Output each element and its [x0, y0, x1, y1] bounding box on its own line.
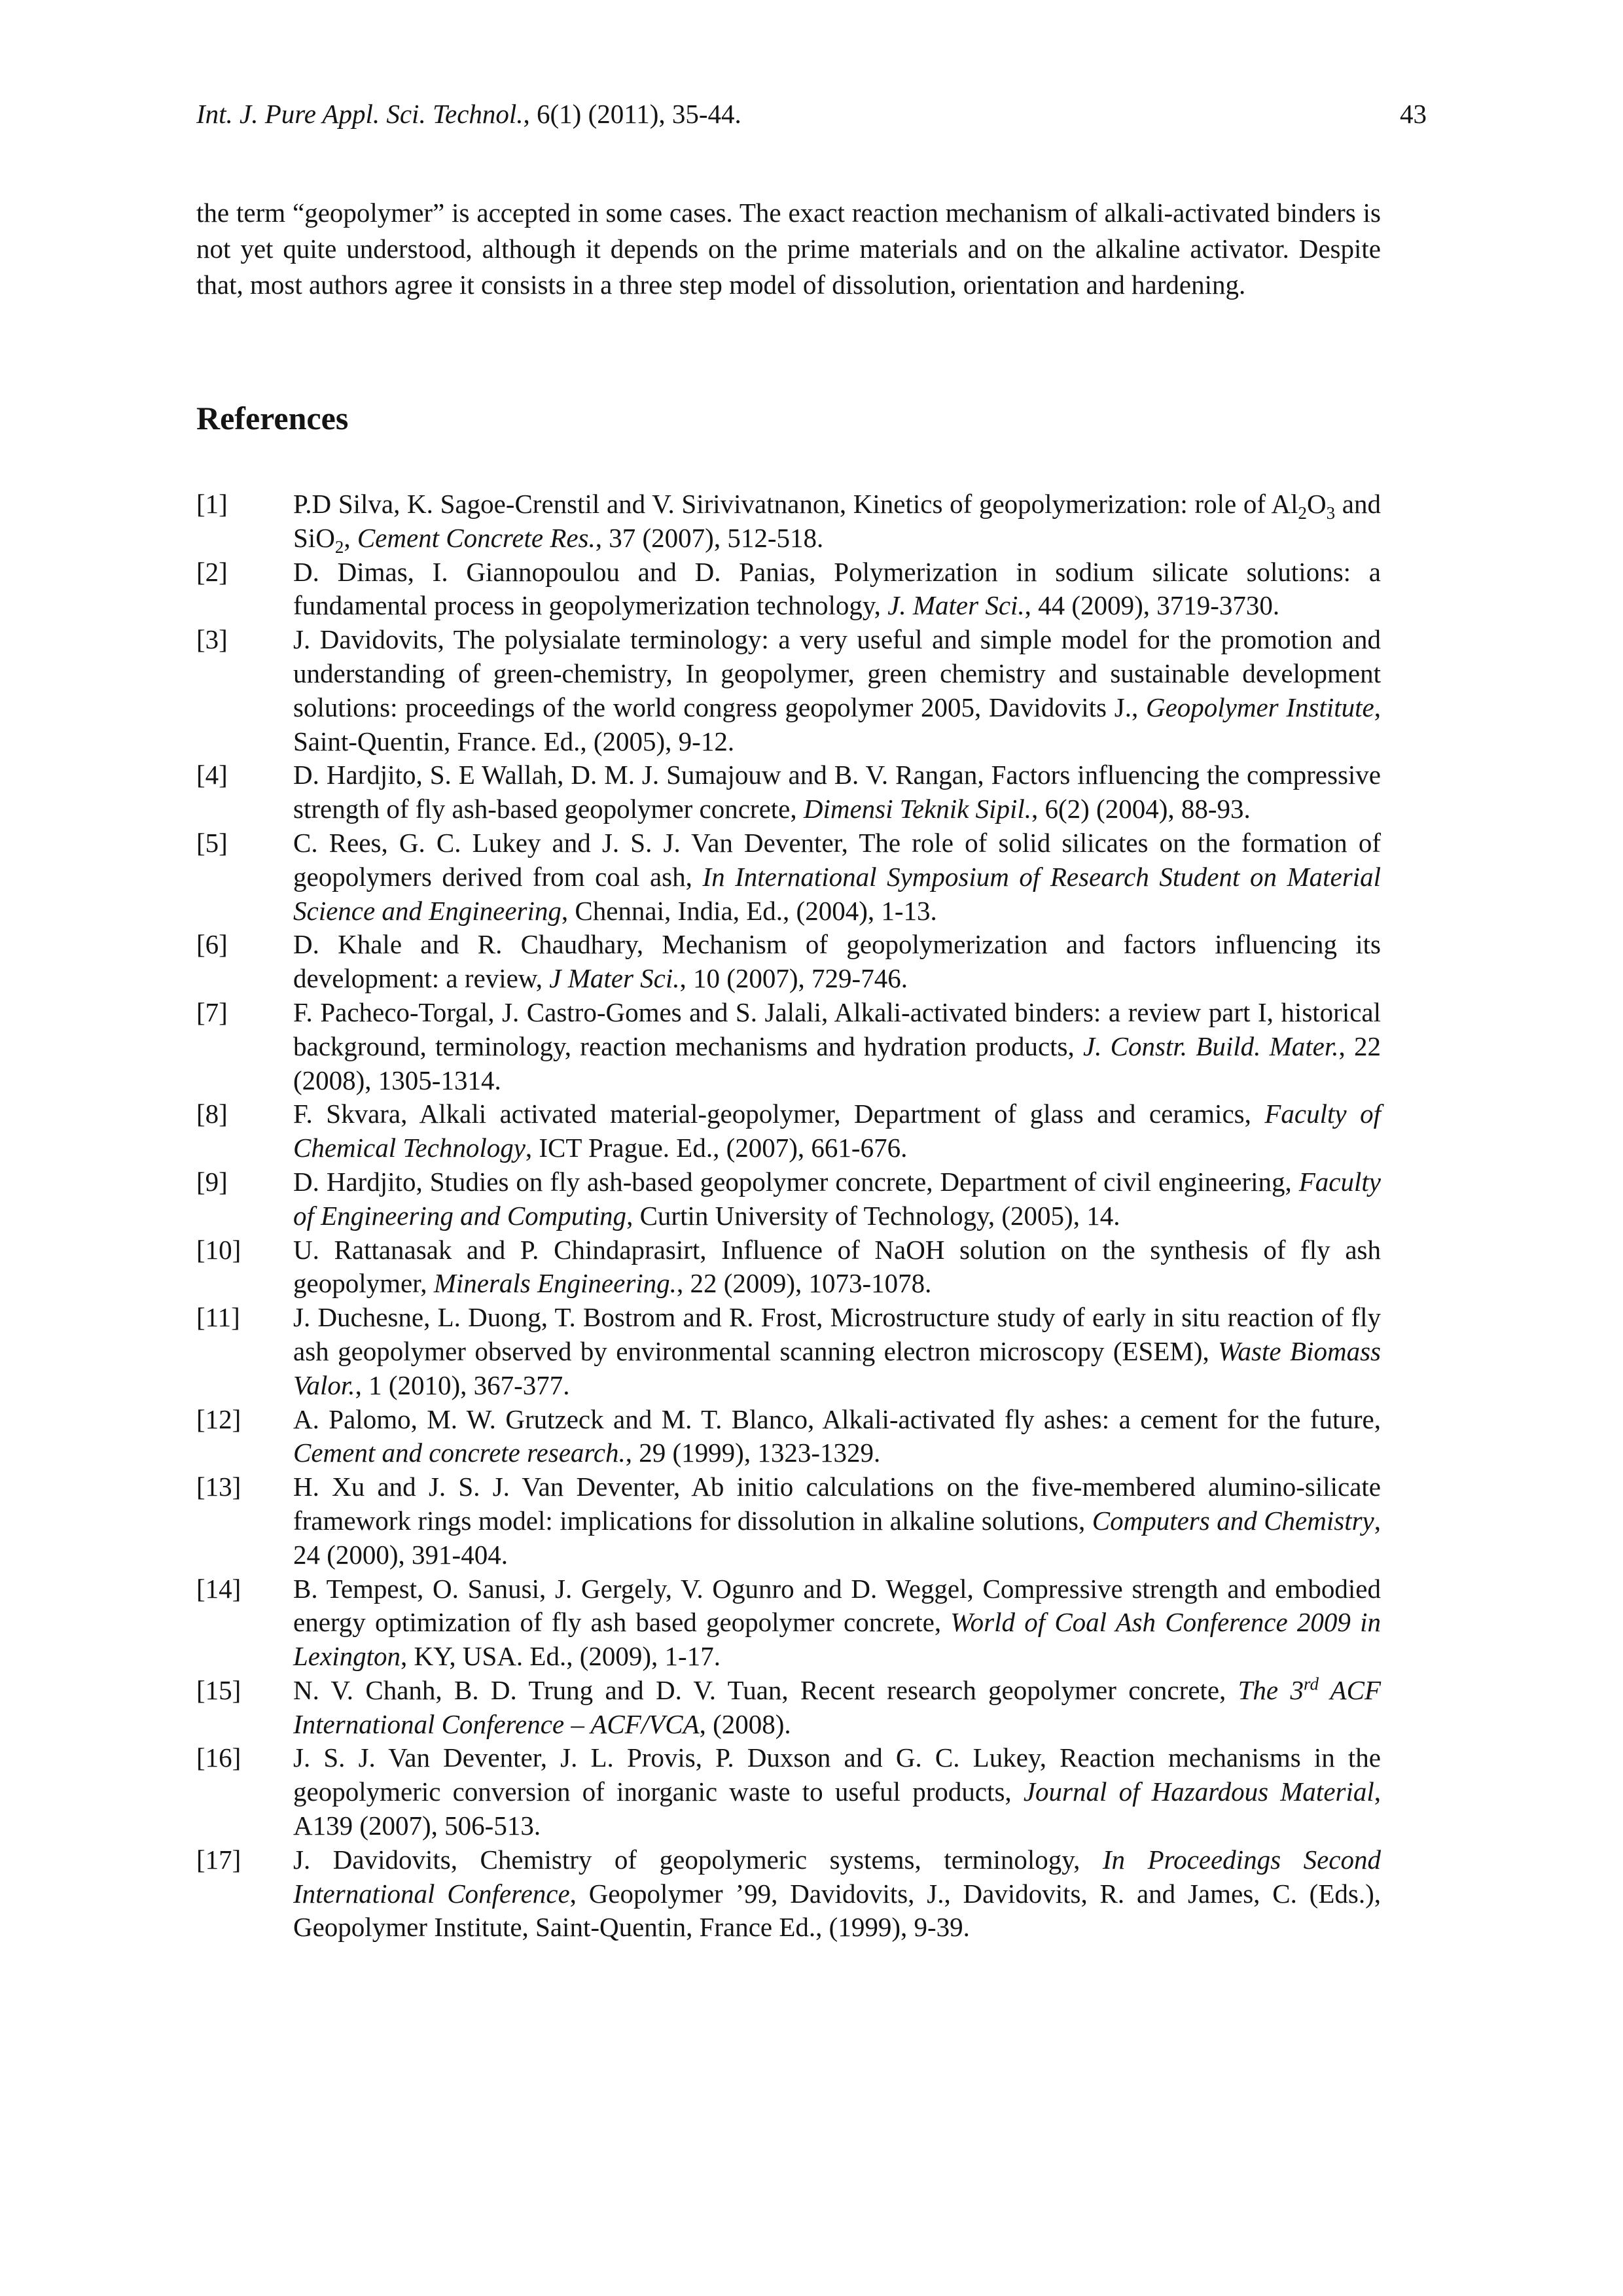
reference-item — [196, 487, 1381, 556]
reference-text: A. Palomo, M. W. Grutzeck and M. T. Blanco, Alkali-activated fly ashes: a cement for the future, Cement and concrete research., 29 (1999), 1323-1329. — [293, 1404, 1381, 1468]
references-heading: References — [196, 400, 349, 436]
reference-text: H. Xu and J. S. J. Van Deventer, Ab initio calculations on the five-membered alumino-silicate framework rings model: implications for dissolution in alkaline solutions, Computers and Chemistry, 24 (2000), 391-404. — [293, 1472, 1382, 1570]
reference-journal: Cement Concrete Res. — [357, 522, 596, 553]
reference-item — [196, 1741, 1381, 1843]
reference-item — [196, 1233, 1381, 1301]
reference-text: J. Davidovits, The polysialate terminology: a very useful and simple model for the promotion and understanding of green-chemistry, In geopolymer, green chemistry and sustainable development solutions: proceedings of the world congress geopolymer 2005, Davidovits J., Geopolymer Institute, Saint-Quentin, France. Ed., (2005), 9-12. — [293, 624, 1382, 756]
reference-number: [4] — [196, 760, 228, 790]
reference-text: J. Duchesne, L. Duong, T. Bostrom and R. Frost, Microstructure study of early in situ reaction of fly ash geopolymer observed by environmental scanning electron microscopy (ESEM), Waste Biomass Valor., 1 (2010), 367-377. — [293, 1302, 1381, 1400]
reference-item — [196, 996, 1381, 1097]
reference-number: [17] — [196, 1844, 241, 1875]
reference-number: [11] — [196, 1302, 240, 1333]
reference-text: N. V. Chanh, B. D. Trung and D. V. Tuan, Recent research geopolymer concrete, The 3rd ACF International Conference – ACF/VCA, (2008). — [293, 1674, 1381, 1739]
reference-journal: Journal of Hazardous Material — [1023, 1776, 1374, 1807]
reference-item — [196, 1470, 1381, 1572]
reference-journal: J. Mater Sci. — [887, 590, 1025, 621]
reference-item — [196, 1097, 1381, 1165]
reference-list — [196, 487, 1381, 1945]
reference-journal: In Proceedings Second International Conference — [293, 1844, 1382, 1909]
reference-item — [196, 1572, 1381, 1674]
reference-item — [196, 1674, 1381, 1742]
reference-journal: World of Coal Ash Conference 2009 in Lexington — [293, 1607, 1381, 1672]
reference-text: U. Rattanasak and P. Chindaprasirt, Influence of NaOH solution on the synthesis of fly ash geopolymer, Minerals Engineering., 22 (2009), 1073-1078. — [293, 1234, 1381, 1299]
reference-text: D. Dimas, I. Giannopoulou and D. Panias, Polymerization in sodium silicate solutions: a fundamental process in geopolymerization technology, J. Mater Sci., 44 (2009), 3719-3730. — [293, 556, 1381, 621]
reference-number: [16] — [196, 1742, 241, 1773]
reference-item — [196, 556, 1381, 624]
reference-item — [196, 826, 1381, 928]
reference-text: C. Rees, G. C. Lukey and J. S. J. Van Deventer, The role of solid silicates on the formation of geopolymers derived from coal ash, In International Symposium of Research Student on Material Science and Engineering, Chennai, India, Ed., (2004), 1-13. — [293, 827, 1381, 926]
reference-text: D. Hardjito, S. E Wallah, D. M. J. Sumajouw and B. V. Rangan, Factors influencing the compressive strength of fly ash-based geopolymer concrete, Dimensi Teknik Sipil., 6(2) (2004), 88-93. — [293, 760, 1381, 824]
reference-number: [1] — [196, 489, 228, 519]
body-paragraph: the term “geopolymer” is accepted in some cases. The exact reaction mechanism of alkali-activated binders is not yet quite understood, although it depends on the prime materials and on the alkaline activator. Despite that, most authors agree it consists in a three step model of dissolution, orientation and hardening. — [196, 198, 1381, 300]
reference-number: [3] — [196, 624, 228, 655]
reference-item — [196, 928, 1381, 996]
reference-journal: J. Constr. Build. Mater. — [1082, 1031, 1339, 1061]
reference-number: [12] — [196, 1404, 241, 1434]
reference-number: [13] — [196, 1472, 241, 1502]
reference-item — [196, 1165, 1381, 1233]
reference-text: F. Skvara, Alkali activated material-geopolymer, Department of glass and ceramics, Faculty of Chemical Technology, ICT Prague. Ed., (2007), 661-676. — [293, 1099, 1381, 1163]
running-header — [196, 97, 741, 131]
reference-number: [9] — [196, 1166, 228, 1197]
reference-journal: Faculty of Engineering and Computing — [293, 1166, 1381, 1231]
reference-number: [10] — [196, 1234, 241, 1265]
reference-journal: Geopolymer Institute — [1145, 692, 1374, 722]
page-number: 43 — [1400, 99, 1427, 129]
reference-journal: Minerals Engineering. — [433, 1268, 677, 1299]
reference-text: B. Tempest, O. Sanusi, J. Gergely, V. Ogunro and D. Weggel, Compressive strength and embodied energy optimization of fly ash based geopolymer concrete, World of Coal Ash Conference 2009 in Lexington, KY, USA. Ed., (2009), 1-17. — [293, 1573, 1381, 1672]
reference-journal: Faculty of Chemical Technology — [293, 1099, 1381, 1163]
reference-item — [196, 1843, 1381, 1945]
reference-number: [6] — [196, 929, 228, 960]
reference-number: [2] — [196, 556, 228, 587]
reference-number: [15] — [196, 1674, 241, 1705]
reference-text: J. Davidovits, Chemistry of geopolymeric systems, terminology, In Proceedings Second International Conference, Geopolymer ’99, Davidovits, J., Davidovits, R. and James, C. (Eds.), Geopolymer Institute, Saint-Quentin, France Ed., (1999), 9-39. — [293, 1844, 1382, 1943]
reference-journal: In International Symposium of Research Student on Material Science and Engineering — [293, 861, 1381, 926]
reference-text: J. S. J. Van Deventer, J. L. Provis, P. Duxson and G. C. Lukey, Reaction mechanisms in the geopolymeric conversion of inorganic waste to useful products, Journal of Hazardous Material, A139 (2007), 506-513. — [293, 1742, 1382, 1841]
reference-number: [5] — [196, 827, 228, 858]
reference-journal: The 3rd ACF International Conference – ACF/VCA — [293, 1674, 1381, 1739]
journal-name: Int. J. Pure Appl. Sci. Technol. — [196, 99, 524, 129]
reference-text: D. Hardjito, Studies on fly ash-based geopolymer concrete, Department of civil engineering, Faculty of Engineering and Computing, Curtin University of Technology, (2005), 14. — [293, 1166, 1381, 1231]
reference-item — [196, 1403, 1381, 1471]
reference-text: P.D Silva, K. Sagoe-Crenstil and V. Sirivivatnanon, Kinetics of geopolymerization: role of $Al_2O_3$ and SiO$_2$, Cement Concrete Res., 37 (2007), 512-518. — [293, 489, 1382, 557]
reference-journal: Waste Biomass Valor. — [293, 1335, 1381, 1400]
reference-item — [196, 1301, 1381, 1402]
reference-text: F. Pacheco-Torgal, J. Castro-Gomes and S. Jalali, Alkali-activated binders: a review part I, historical background, terminology, reaction mechanisms and hydration products, J. Constr. Build. Mater., 22 (2008), 1305-1314. — [293, 997, 1381, 1095]
reference-journal: J Mater Sci. — [549, 963, 680, 994]
reference-item — [196, 758, 1381, 826]
reference-text: D. Khale and R. Chaudhary, Mechanism of geopolymerization and factors influencing its development: a review, J Mater Sci., 10 (2007), 729-746. — [293, 929, 1381, 994]
reference-number: [7] — [196, 997, 228, 1027]
journal-citation: , 6(1) (2011), 35-44. — [523, 99, 741, 129]
reference-journal: Dimensi Teknik Sipil. — [803, 794, 1031, 824]
reference-journal: Cement and concrete research. — [293, 1438, 626, 1468]
reference-journal: Computers and Chemistry — [1092, 1505, 1374, 1536]
reference-number: [8] — [196, 1099, 228, 1129]
reference-item — [196, 623, 1381, 758]
reference-number: [14] — [196, 1573, 241, 1604]
